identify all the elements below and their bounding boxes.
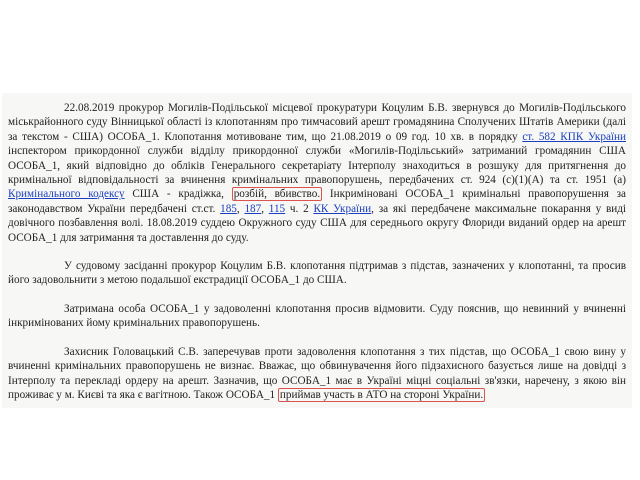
law-link[interactable]: 185 [220, 202, 237, 215]
paragraph-1 [8, 101, 626, 245]
text-run: Захисник Головацький С.В. заперечував проти задоволення клопотання з тих підстав, що ОСОБА_1 свою вину у вчиненні кримінальних правопорушень не визнає. Вважає, що обвинувачення його підзахисного базується лише на довідці з Інтерполу та перекладі ордеру на арешт. Зазначив, що ОСОБА_1 має в Україні міцні соціальні зв'язки, наречену, з якою він проживає у м. Києві та яка є вагітною. Також ОСОБА_1 [8, 345, 626, 401]
law-link[interactable]: ст. 582 КПК України [522, 130, 626, 143]
law-link[interactable]: КК України [313, 202, 372, 215]
text-run: У судовому засіданні прокурор Коцулим Б.В. клопотання підтримав з підстав, зазначених у клопотанні, та просив його задовольнити з метою подальшої екстрадиції ОСОБА_1 до США. [8, 260, 626, 287]
text-run: ч. 2 [285, 202, 314, 215]
text-run: , за які передбачене максимальне покарання у виді довічного позбавлення волі. 18.08.2019 суддею Окружного суду США для середнього округу Флориди виданий ордер на арешт ОСОБА_1 для затримання та доставлення до суду. [8, 202, 627, 244]
paragraph-2 [8, 259, 626, 288]
court-text-block [2, 93, 632, 408]
text-run: інспектором прикордонної служби відділу прикордонної служби «Могилів-Подільський» затриманий громадянин США ОСОБА_1, який відповідно до обліків Генерального секретаріату Інтерполу знаходиться в розшуку для притягнення до кримінальної відповідальності за вчинення кримінальних правопорушень, передбачених ст. 924 (с)(1)(А) та ст. 1951 (а) [8, 145, 626, 187]
law-link[interactable]: 115 [268, 202, 286, 215]
highlighted-phrase: приймав участь в АТО на стороні України. [279, 388, 484, 401]
text-run: , [261, 202, 269, 215]
text-run: Затримана особа ОСОБА_1 у задоволенні клопотання просив відмовити. Суду пояснив, що невинний у вчиненні інкримінованих йому кримінальних правопорушень. [8, 302, 626, 330]
text-run: , [236, 202, 245, 215]
paragraph-4 [8, 345, 626, 403]
highlighted-phrase: розбій, вбивство. [233, 188, 321, 201]
law-link[interactable]: 187 [244, 202, 262, 215]
law-link[interactable]: Кримінального кодексу [8, 188, 125, 201]
text-run: США - крадіжка, [124, 188, 232, 201]
text-run: 22.08.2019 прокурор Могилів-Подільської місцевої прокуратури Коцулим Б.В. звернувся до Могилів-Подільського міськрайонного суду Вінницької області із клопотанням про тимчасовий арешт громадянина Сполучених Штатів Америки (далі за текстом - США) ОСОБА_1. Клопотання мотивоване тим, що 21.08.2019 о 09 год. 10 хв. в порядку [8, 102, 626, 143]
paragraph-3 [8, 302, 626, 331]
text-run: Інкриміновані ОСОБА_1 кримінальні правопорушення за законодавством України передбачені ст.ст. [8, 188, 626, 215]
